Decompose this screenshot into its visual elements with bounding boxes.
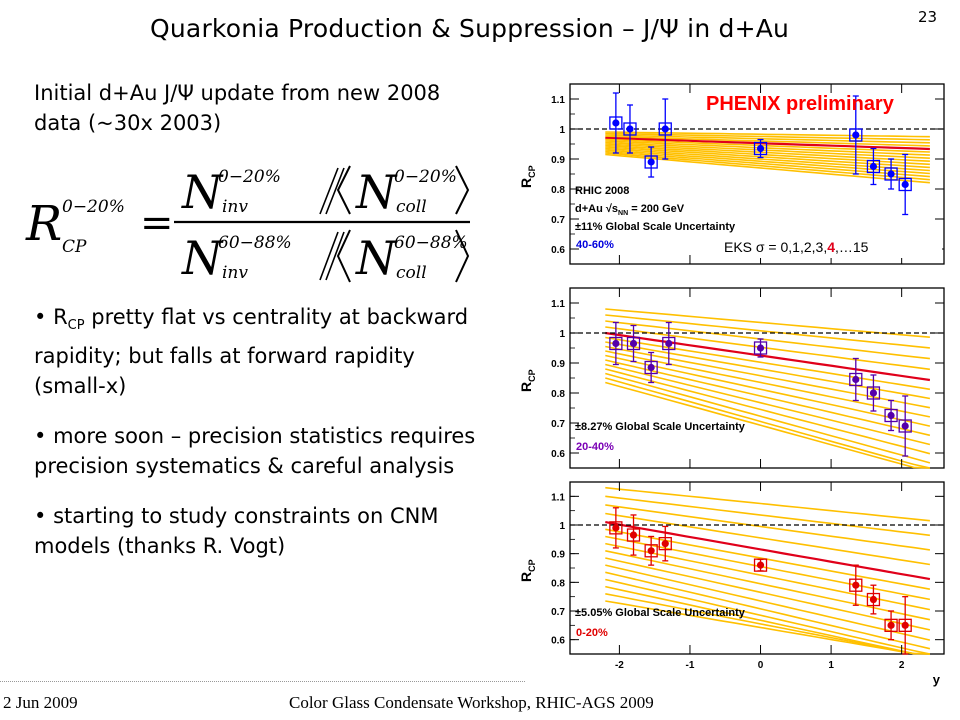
y-tick-label: 0.9 bbox=[551, 359, 565, 370]
model-label-highlight: 4 bbox=[827, 239, 835, 255]
formula-den-sup1: 60−88% bbox=[218, 233, 292, 253]
y-tick-label: 1.1 bbox=[551, 95, 565, 106]
slide-number: 23 bbox=[918, 8, 938, 26]
x-tick-label: -1 bbox=[685, 660, 695, 671]
bullet-text: more soon – precision statistics requires precision systematics & careful analysis bbox=[34, 424, 476, 479]
data-point bbox=[887, 622, 894, 629]
data-point bbox=[902, 622, 909, 629]
formula-den-sup2: 60−88% bbox=[394, 233, 468, 253]
energy-label-main: d+Au √s bbox=[575, 203, 619, 215]
y-tick-label: 0.9 bbox=[551, 155, 565, 166]
slide-title: Quarkonia Production & Suppression – J/Ψ in d+Au bbox=[150, 14, 790, 43]
y-tick-label: 0.6 bbox=[551, 245, 565, 256]
centrality-label: 0-20% bbox=[576, 627, 608, 639]
model-label bbox=[724, 239, 869, 255]
y-tick-label: 0.7 bbox=[551, 607, 565, 618]
data-point bbox=[612, 340, 619, 347]
data-point bbox=[648, 158, 655, 165]
plot-panel-20-40% bbox=[518, 288, 944, 468]
y-tick-label: 0.7 bbox=[551, 215, 565, 226]
bullet-lead-sub: CP bbox=[67, 318, 85, 334]
centrality-label: 40-60% bbox=[576, 239, 614, 251]
global-scale-uncertainty: ±11% Global Scale Uncertainty bbox=[575, 221, 736, 233]
energy-label-sub: NN bbox=[618, 210, 629, 217]
data-point bbox=[648, 364, 655, 371]
formula-num-inv: inv bbox=[222, 197, 248, 217]
data-point bbox=[852, 131, 859, 138]
y-tick-label: 0.7 bbox=[551, 419, 565, 430]
formula-den-inv: inv bbox=[222, 263, 248, 283]
centrality-label: 20-40% bbox=[576, 441, 614, 453]
rcp-formula bbox=[22, 160, 474, 290]
y-tick-label: 1 bbox=[559, 521, 565, 532]
data-point bbox=[648, 547, 655, 554]
data-point bbox=[662, 540, 669, 547]
formula-num-n1: N bbox=[182, 165, 223, 219]
y-tick-label: 0.9 bbox=[551, 549, 565, 561]
data-point bbox=[870, 389, 877, 396]
data-point bbox=[630, 340, 637, 347]
x-tick-label: -2 bbox=[614, 660, 624, 671]
y-axis-label bbox=[518, 369, 537, 392]
data-point bbox=[870, 596, 877, 603]
plot-frame bbox=[570, 288, 944, 468]
preliminary-label: PHENIX preliminary bbox=[706, 93, 894, 115]
bullet-text: starting to study constraints on CNM models (thanks R. Vogt) bbox=[34, 504, 439, 559]
bullet-list bbox=[34, 302, 484, 581]
data-point bbox=[757, 145, 764, 152]
formula-num-angle-left bbox=[338, 166, 350, 214]
energy-label bbox=[575, 203, 685, 217]
formula-num-sup2: 0−20% bbox=[394, 167, 457, 187]
intro-text: Initial d+Au J/Ψ update from new 2008 data (~30x 2003) bbox=[34, 81, 441, 135]
data-point bbox=[757, 562, 764, 569]
formula-den-coll: coll bbox=[396, 263, 427, 283]
model-label-pre: EKS σ = 0,1,2,3, bbox=[724, 239, 828, 255]
data-point bbox=[902, 181, 909, 188]
y-tick-label: 1.1 bbox=[551, 492, 565, 504]
footer-date: 2 Jun 2009 bbox=[3, 693, 78, 712]
bullet-lead: R bbox=[53, 305, 68, 329]
y-axis-label-main: R bbox=[518, 381, 534, 392]
y-tick-label: 0.8 bbox=[551, 185, 565, 196]
data-point bbox=[887, 412, 894, 419]
data-point bbox=[887, 170, 894, 177]
formula-num-coll: coll bbox=[396, 197, 427, 217]
y-axis-label bbox=[518, 165, 537, 188]
data-point bbox=[757, 344, 764, 351]
data-point bbox=[665, 340, 672, 347]
formula-lhs-r: R bbox=[26, 196, 63, 252]
data-point bbox=[852, 376, 859, 383]
bullet-item: • starting to study constraints on CNM models (thanks R. Vogt) bbox=[34, 504, 439, 559]
global-scale-uncertainty: ±8.27% Global Scale Uncertainty bbox=[575, 421, 745, 433]
y-axis-label bbox=[518, 559, 537, 582]
footer-event: Color Glass Condensate Workshop, RHIC-AGS 2009 bbox=[289, 693, 654, 712]
y-axis-label-sub: CP bbox=[527, 165, 537, 178]
plot-panel-40-60% bbox=[518, 84, 944, 264]
formula-lhs-sub: CP bbox=[62, 237, 87, 257]
data-point bbox=[612, 119, 619, 126]
footer-divider bbox=[0, 681, 525, 682]
formula-equals: = bbox=[140, 200, 174, 246]
formula-lhs-sup: 0−20% bbox=[62, 197, 125, 217]
data-point bbox=[630, 531, 637, 538]
x-tick-label: 2 bbox=[898, 660, 905, 671]
global-scale-uncertainty: ±5.05% Global Scale Uncertainty bbox=[575, 607, 745, 619]
y-tick-label: 0.8 bbox=[551, 389, 565, 400]
y-axis-label-sub: CP bbox=[527, 559, 537, 572]
data-point bbox=[626, 125, 633, 132]
x-tick-label: 1 bbox=[828, 660, 834, 671]
formula-num-divider bbox=[320, 168, 344, 214]
y-tick-label: 1.1 bbox=[551, 299, 565, 310]
y-tick-label: 0.6 bbox=[551, 449, 565, 460]
energy-label-value: = 200 GeV bbox=[628, 203, 685, 215]
formula-den-n2: N bbox=[356, 231, 397, 285]
formula-num-sup1: 0−20% bbox=[218, 167, 281, 187]
formula-den-n1: N bbox=[182, 231, 223, 285]
y-tick-label: 1 bbox=[559, 329, 565, 340]
data-point bbox=[852, 582, 859, 589]
y-tick-label: 0.8 bbox=[551, 578, 565, 590]
data-point bbox=[902, 422, 909, 429]
rcp-vs-rapidity-plots bbox=[508, 74, 958, 690]
bullet-item: • $R_{CP}$ pretty flat vs centrality at backward rapidity; but falls at forward rapidity (small-x) bbox=[34, 305, 469, 399]
bullet-text: pretty flat vs centrality at backward rapidity; but falls at forward rapidity (small-x) bbox=[34, 305, 469, 399]
bullet-item: • more soon – precision statistics requires precision systematics & careful analysis bbox=[34, 424, 476, 479]
x-tick-label: 0 bbox=[757, 660, 764, 671]
plot-panel-0-20% bbox=[518, 482, 944, 687]
formula-num-angle-right bbox=[456, 166, 468, 214]
model-label-post: ,…15 bbox=[835, 239, 869, 255]
formula-den-angle-left bbox=[338, 230, 350, 282]
y-tick-label: 0.6 bbox=[551, 635, 565, 647]
run-label: RHIC 2008 bbox=[575, 185, 630, 197]
formula-den-divider bbox=[320, 232, 344, 280]
y-axis-label-main: R bbox=[518, 177, 534, 188]
data-point bbox=[612, 524, 619, 531]
y-axis-label-sub: CP bbox=[527, 369, 537, 382]
x-axis-label: y bbox=[932, 672, 940, 687]
formula-num-n2: N bbox=[356, 165, 397, 219]
y-axis-label-main: R bbox=[518, 571, 534, 582]
data-point bbox=[870, 163, 877, 170]
y-tick-label: 1 bbox=[559, 125, 565, 136]
data-point bbox=[662, 125, 669, 132]
